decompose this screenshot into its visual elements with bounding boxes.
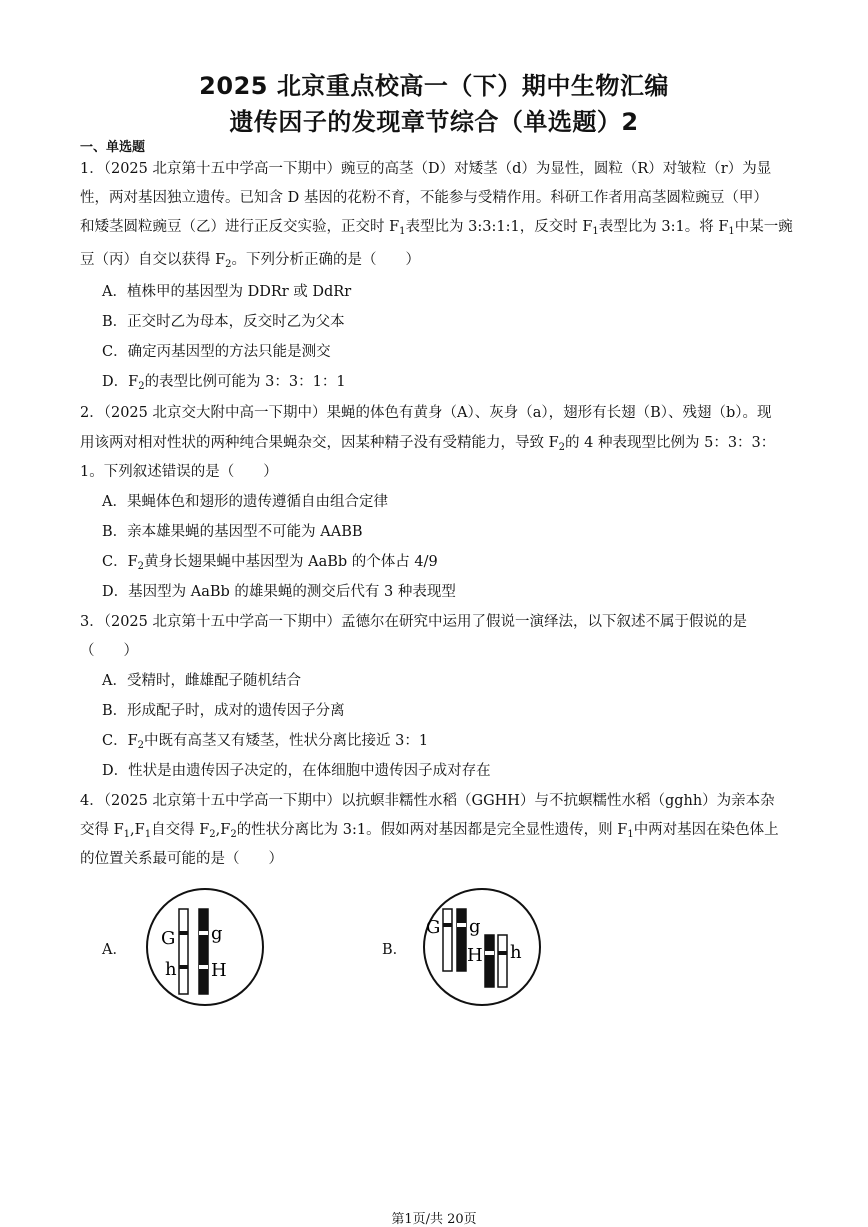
- cell-diagram-b: [412, 887, 552, 1007]
- section-heading: 一、单选题: [80, 140, 146, 155]
- q2-option-b: B．亲本雄果蝇的基因型不可能为 AABB: [102, 524, 363, 540]
- page-footer: 第1页/共 20页: [391, 1212, 477, 1227]
- gene-locus: [443, 923, 452, 927]
- q4-line1: 4．（2025 北京第十五中学高一下期中）以抗螟非糯性水稻（GGHH）与不抗螟糯性水稻（gghh）为亲本杂: [80, 793, 775, 809]
- q4-option-a-figure: [135, 887, 275, 1007]
- q1-line4: 豆（丙）自交以获得 $F_2$。下列分析正确的是（ ）: [80, 252, 421, 270]
- allele-label: h: [510, 942, 522, 963]
- q2-option-a: A．果蝇体色和翅形的遗传遵循自由组合定律: [102, 494, 388, 510]
- allele-label: g: [211, 923, 223, 944]
- gene-locus: [199, 931, 208, 935]
- q2-option-d: D．基因型为 AaBb 的雄果蝇的测交后代有 3 种表现型: [102, 584, 456, 600]
- q3-option-d: D．性状是由遗传因子决定的，在体细胞中遗传因子成对存在: [102, 763, 491, 779]
- gene-locus: [485, 951, 494, 955]
- q4-option-b-figure: [412, 887, 552, 1007]
- q1-option-b: B．正交时乙为母本，反交时乙为父本: [102, 314, 345, 330]
- allele-label: G: [161, 928, 176, 949]
- q1-option-c: C．确定丙基因型的方法只能是测交: [102, 344, 331, 360]
- q2-line1: 2．（2025 北京交大附中高一下期中）果蝇的体色有黄身（A）、灰身（a），翅形有长翅（B）、残翅（b）。现: [80, 405, 772, 421]
- allele-label: G: [426, 917, 441, 938]
- q4-line3: 的位置关系最可能的是（ ）: [80, 851, 283, 867]
- allele-label: H: [467, 945, 483, 966]
- cell-diagram-a: [135, 887, 275, 1007]
- q2-line3: 1。下列叙述错误的是（ ）: [80, 464, 278, 480]
- chromosome-white: [179, 909, 188, 994]
- chromosome-white: [443, 909, 452, 971]
- page-title-line1: 2025 北京重点校高一（下）期中生物汇编: [199, 72, 669, 100]
- q1-option-d: D．$F_2$的表型比例可能为 3：3：1：1: [102, 374, 346, 392]
- gene-locus: [179, 931, 188, 935]
- q3-option-a: A．受精时，雌雄配子随机结合: [102, 673, 301, 689]
- q3-line1: 3．（2025 北京第十五中学高一下期中）孟德尔在研究中运用了假说一演绎法，以下叙述不属于假说的是: [80, 614, 747, 630]
- chromosome-black: [199, 909, 208, 994]
- q1-line1: 1．（2025 北京第十五中学高一下期中）豌豆的高茎（D）对矮茎（d）为显性，圆粒（R）对皱粒（r）为显: [80, 161, 772, 177]
- q1-line2: 性，两对基因独立遗传。已知含 D 基因的花粉不育，不能参与受精作用。科研工作者用高茎圆粒豌豆（甲）: [80, 190, 768, 206]
- q4-option-b-label: B．: [382, 942, 408, 958]
- gene-locus: [179, 965, 188, 969]
- chromosome-black: [485, 935, 494, 987]
- allele-label: h: [165, 959, 177, 980]
- q1-option-a: A．植株甲的基因型为 DDRr 或 DdRr: [102, 284, 352, 300]
- q1-line3: 和矮茎圆粒豌豆（乙）进行正反交实验，正交时 $F_1$表型比为 3:3:1:1，反交时 $F_1$表型比为 3:1。将 $F_1$中某一豌: [80, 219, 793, 237]
- page-title-line2: 遗传因子的发现章节综合（单选题）2: [229, 108, 639, 136]
- gene-locus: [199, 965, 208, 969]
- gene-locus: [498, 951, 507, 955]
- q3-line2: （ ）: [80, 643, 138, 659]
- q3-option-c: C．$F_2$中既有高茎又有矮茎，性状分离比接近 3：1: [102, 733, 429, 751]
- allele-label: g: [469, 916, 481, 937]
- chromosome-white: [498, 935, 507, 987]
- q4-option-a-label: A．: [102, 942, 127, 958]
- allele-label: H: [211, 960, 227, 981]
- q2-line2: 用该两对相对性状的两种纯合果蝇杂交，因某种精子没有受精能力，导致 $F_2$的 4 种表现型比例为 5：3：3：: [80, 435, 776, 453]
- q4-line2: 交得 $F_1,F_1$自交得 $F_2,F_2$的性状分离比为 3:1。假如两对基因都是完全显性遗传，则 $F_1$中两对基因在染色体上: [80, 822, 779, 840]
- q3-option-b: B．形成配子时，成对的遗传因子分离: [102, 703, 345, 719]
- q2-option-c: C．$F_2$黄身长翅果蝇中基因型为 AaBb 的个体占 4/9: [102, 554, 438, 572]
- chromosome-black: [457, 909, 466, 971]
- gene-locus: [457, 923, 466, 927]
